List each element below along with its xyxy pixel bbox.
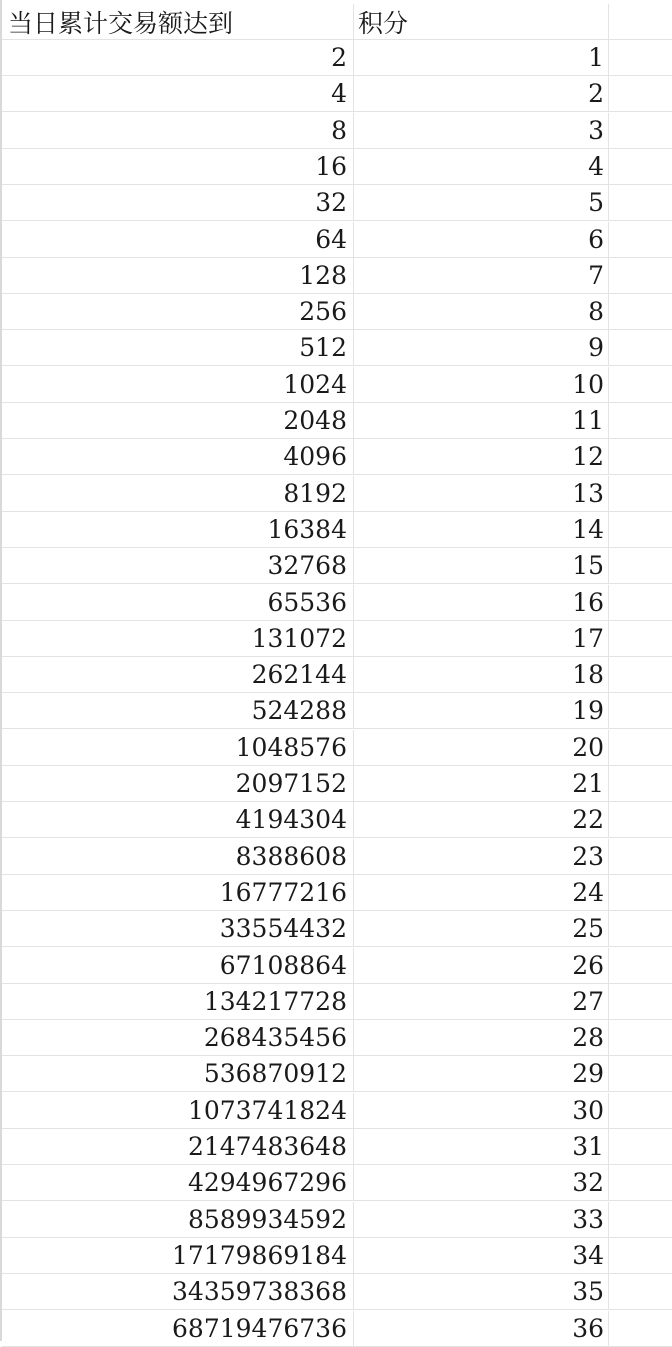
empty-cell[interactable] (609, 911, 672, 946)
empty-cell[interactable] (609, 4, 672, 39)
amount-cell[interactable]: 268435456 (2, 1020, 354, 1055)
table-row (2, 1056, 672, 1092)
points-cell[interactable]: 14 (354, 512, 609, 547)
table-row (2, 984, 672, 1020)
amount-cell[interactable]: 1024 (2, 367, 354, 402)
table-row (2, 621, 672, 657)
empty-cell[interactable] (609, 548, 672, 583)
points-cell[interactable]: 1 (354, 40, 609, 75)
points-cell[interactable]: 26 (354, 948, 609, 983)
empty-cell[interactable] (609, 367, 672, 402)
empty-cell[interactable] (609, 1165, 672, 1200)
amount-cell[interactable]: 32768 (2, 548, 354, 583)
amount-cell[interactable]: 2048 (2, 403, 354, 438)
table-row (2, 548, 672, 584)
amount-cell[interactable]: 4194304 (2, 802, 354, 837)
empty-cell[interactable] (609, 984, 672, 1019)
table-row (2, 948, 672, 984)
table-row (2, 258, 672, 294)
empty-cell[interactable] (609, 113, 672, 148)
empty-cell[interactable] (609, 1020, 672, 1055)
table-row (2, 585, 672, 621)
empty-cell[interactable] (609, 802, 672, 837)
points-cell[interactable]: 16 (354, 585, 609, 620)
empty-cell[interactable] (609, 693, 672, 728)
table-row (2, 439, 672, 475)
empty-cell[interactable] (609, 149, 672, 184)
empty-cell[interactable] (609, 1311, 672, 1346)
amount-cell[interactable]: 1073741824 (2, 1093, 354, 1128)
table-row (2, 1202, 672, 1238)
points-cell[interactable]: 17 (354, 621, 609, 656)
header-cell-points[interactable]: 积分 (354, 4, 609, 39)
amount-cell[interactable]: 262144 (2, 657, 354, 692)
points-cell[interactable]: 31 (354, 1129, 609, 1164)
amount-cell[interactable]: 8192 (2, 476, 354, 511)
empty-cell[interactable] (609, 730, 672, 765)
amount-cell[interactable]: 4 (2, 76, 354, 111)
points-cell[interactable]: 2 (354, 76, 609, 111)
empty-cell[interactable] (609, 875, 672, 910)
points-cell[interactable]: 30 (354, 1093, 609, 1128)
table-row (2, 185, 672, 221)
table-row (2, 113, 672, 149)
table-row (2, 403, 672, 439)
amount-cell[interactable]: 2147483648 (2, 1129, 354, 1164)
empty-cell[interactable] (609, 330, 672, 365)
amount-cell[interactable]: 134217728 (2, 984, 354, 1019)
table-row (2, 1129, 672, 1165)
points-cell[interactable]: 13 (354, 476, 609, 511)
table-row (2, 367, 672, 403)
empty-cell[interactable] (609, 222, 672, 257)
points-cell[interactable]: 10 (354, 367, 609, 402)
empty-cell[interactable] (609, 657, 672, 692)
table-row (2, 330, 672, 366)
table-row (2, 766, 672, 802)
table-row (2, 222, 672, 258)
empty-cell[interactable] (609, 1093, 672, 1128)
points-cell[interactable]: 35 (354, 1274, 609, 1309)
empty-cell[interactable] (609, 439, 672, 474)
empty-cell[interactable] (609, 948, 672, 983)
points-cell[interactable]: 29 (354, 1056, 609, 1091)
amount-cell[interactable]: 2 (2, 40, 354, 75)
points-cell[interactable]: 28 (354, 1020, 609, 1055)
amount-cell[interactable]: 33554432 (2, 911, 354, 946)
table-row (2, 802, 672, 838)
empty-cell[interactable] (609, 40, 672, 75)
amount-cell[interactable]: 4096 (2, 439, 354, 474)
empty-cell[interactable] (609, 403, 672, 438)
table-row (2, 294, 672, 330)
empty-cell[interactable] (609, 512, 672, 547)
points-cell[interactable]: 11 (354, 403, 609, 438)
points-cell[interactable]: 36 (354, 1311, 609, 1346)
points-cell[interactable]: 12 (354, 439, 609, 474)
table-row (2, 1238, 672, 1274)
amount-cell[interactable]: 16384 (2, 512, 354, 547)
amount-cell[interactable]: 67108864 (2, 948, 354, 983)
empty-cell[interactable] (609, 839, 672, 874)
amount-cell[interactable]: 1048576 (2, 730, 354, 765)
empty-cell[interactable] (609, 1274, 672, 1309)
points-cell[interactable]: 7 (354, 258, 609, 293)
points-cell[interactable]: 23 (354, 839, 609, 874)
amount-cell[interactable]: 32 (2, 185, 354, 220)
points-cell[interactable]: 5 (354, 185, 609, 220)
amount-cell[interactable]: 65536 (2, 585, 354, 620)
empty-cell[interactable] (609, 1056, 672, 1091)
points-cell[interactable]: 19 (354, 693, 609, 728)
points-cell[interactable]: 27 (354, 984, 609, 1019)
empty-cell[interactable] (609, 185, 672, 220)
table-row (2, 839, 672, 875)
points-cell[interactable]: 20 (354, 730, 609, 765)
amount-cell[interactable]: 512 (2, 330, 354, 365)
empty-cell[interactable] (609, 1238, 672, 1273)
amount-cell[interactable]: 4294967296 (2, 1165, 354, 1200)
table-row (2, 1311, 672, 1347)
amount-cell[interactable]: 131072 (2, 621, 354, 656)
table-row (2, 1020, 672, 1056)
table-row (2, 1274, 672, 1310)
amount-cell[interactable]: 8 (2, 113, 354, 148)
empty-cell[interactable] (609, 621, 672, 656)
empty-cell[interactable] (609, 1202, 672, 1237)
empty-cell[interactable] (609, 1129, 672, 1164)
amount-cell[interactable]: 68719476736 (2, 1311, 354, 1346)
amount-cell[interactable]: 8589934592 (2, 1202, 354, 1237)
amount-cell[interactable]: 128 (2, 258, 354, 293)
amount-cell[interactable]: 16777216 (2, 875, 354, 910)
points-cell[interactable]: 21 (354, 766, 609, 801)
amount-cell[interactable]: 524288 (2, 693, 354, 728)
points-cell[interactable]: 6 (354, 222, 609, 257)
amount-cell[interactable]: 34359738368 (2, 1274, 354, 1309)
points-cell[interactable]: 9 (354, 330, 609, 365)
table-row (2, 730, 672, 766)
points-cell[interactable]: 24 (354, 875, 609, 910)
empty-cell[interactable] (609, 766, 672, 801)
amount-cell[interactable]: 17179869184 (2, 1238, 354, 1273)
points-cell[interactable]: 15 (354, 548, 609, 583)
points-cell[interactable]: 34 (354, 1238, 609, 1273)
table-row (2, 1093, 672, 1129)
table-row (2, 149, 672, 185)
points-cell[interactable]: 4 (354, 149, 609, 184)
table-row (2, 512, 672, 548)
points-cell[interactable]: 18 (354, 657, 609, 692)
points-cell[interactable]: 25 (354, 911, 609, 946)
header-cell-amount[interactable]: 当日累计交易额达到 (2, 4, 354, 39)
amount-cell[interactable]: 64 (2, 222, 354, 257)
points-cell[interactable]: 8 (354, 294, 609, 329)
table-body (2, 0, 672, 1341)
amount-cell[interactable]: 8388608 (2, 839, 354, 874)
table-row (2, 76, 672, 112)
table-row (2, 40, 672, 76)
empty-cell[interactable] (609, 76, 672, 111)
table-row (2, 693, 672, 729)
amount-cell[interactable]: 256 (2, 294, 354, 329)
header-row (2, 4, 672, 40)
table-row (2, 875, 672, 911)
points-cell[interactable]: 3 (354, 113, 609, 148)
empty-cell[interactable] (609, 258, 672, 293)
table-row (2, 657, 672, 693)
amount-cell[interactable]: 16 (2, 149, 354, 184)
table-row (2, 911, 672, 947)
points-cell[interactable]: 32 (354, 1165, 609, 1200)
points-cell[interactable]: 22 (354, 802, 609, 837)
empty-cell[interactable] (609, 294, 672, 329)
table-row (2, 476, 672, 512)
amount-cell[interactable]: 536870912 (2, 1056, 354, 1091)
points-cell[interactable]: 33 (354, 1202, 609, 1237)
table-row (2, 1165, 672, 1201)
empty-cell[interactable] (609, 585, 672, 620)
amount-cell[interactable]: 2097152 (2, 766, 354, 801)
empty-cell[interactable] (609, 476, 672, 511)
